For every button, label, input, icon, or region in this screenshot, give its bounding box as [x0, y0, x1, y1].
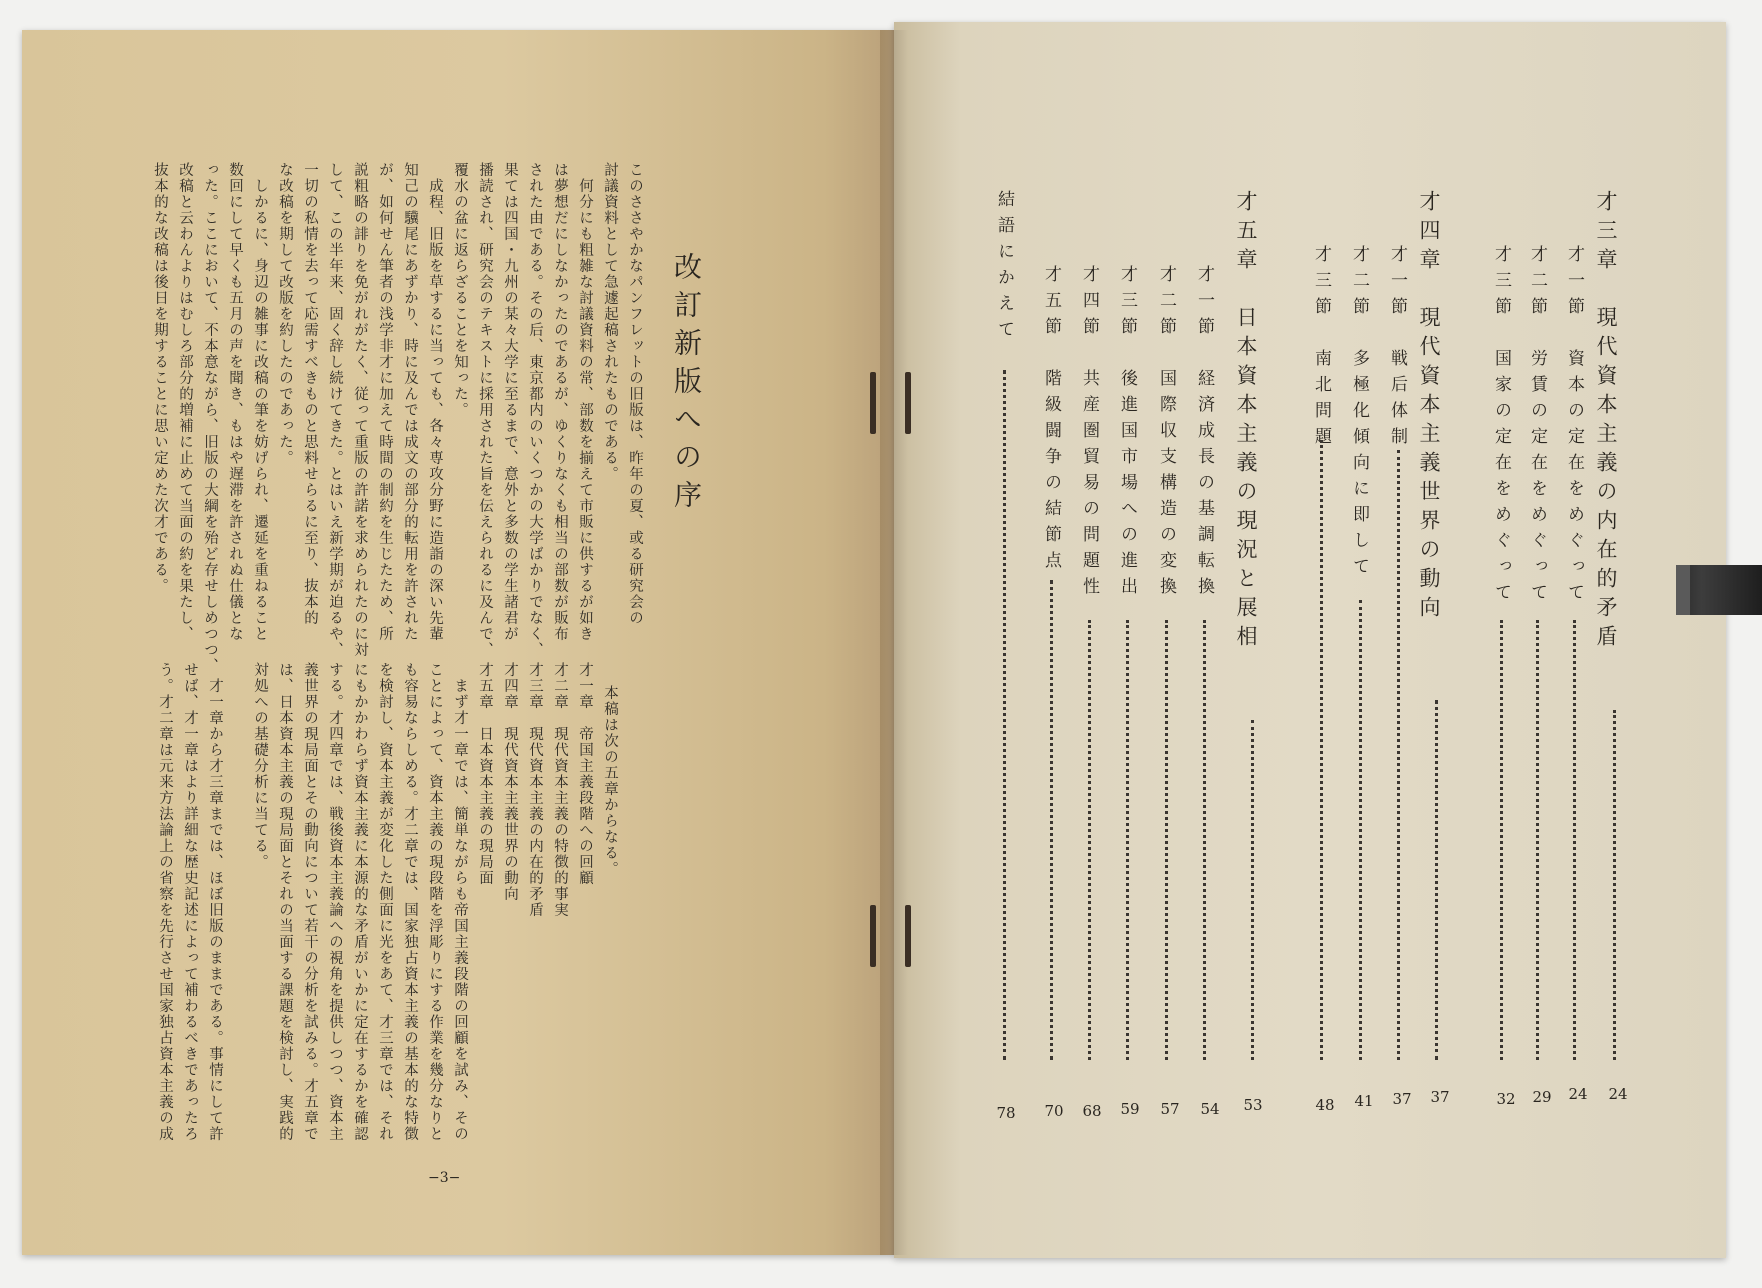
- staple-top-2: [905, 372, 911, 434]
- toc-leader: [1320, 440, 1323, 1060]
- toc-section: 才一節 戦后体制: [1387, 245, 1407, 453]
- preface-line: 才一章 帝国主義段階への回顧: [577, 662, 593, 886]
- toc-leader: [1251, 720, 1254, 1060]
- toc-leader: [1536, 620, 1539, 1060]
- toc-chapter-5: 才五章 日本資本主義の現況と展相: [1234, 190, 1258, 654]
- toc-page-number: 32: [1496, 1090, 1516, 1108]
- preface-line: された由である。その后、東京都内のいくつかの大学ばかりでなく、: [527, 162, 543, 658]
- toc-section: 才四節 共産圏貿易の問題性: [1079, 265, 1099, 603]
- preface-line: 才五章 日本資本主義の現局面: [477, 662, 493, 886]
- preface-line: 覆水の盆に返らざることを知った。: [452, 162, 468, 418]
- preface-line: 果ては四国・九州の某々大学に至るまで、意外と多数の学生諸君が: [502, 162, 518, 642]
- preface-line: った。ここにおいて、不本意ながら、旧版の大綱を殆ど存せしめつつ、: [202, 162, 218, 674]
- toc-section: 才二節 多極化傾向に即して: [1349, 245, 1369, 583]
- toc-section: 才三節 国家の定在をめぐって: [1491, 245, 1511, 609]
- toc-section: 才五節 階級闘争の結節点: [1041, 265, 1061, 577]
- toc-section: 才三節 後進国市場への進出: [1117, 265, 1137, 603]
- preface-title: 改訂新版への序: [670, 252, 703, 518]
- preface-line: は、日本資本主義の現局面とそれの当面する課題を検討し、実践的: [277, 662, 293, 1142]
- toc-chapter-3: 才三章 現代資本主義の内在的矛盾: [1594, 190, 1618, 654]
- toc-leader: [1435, 700, 1438, 1060]
- toc-page-number: 41: [1354, 1092, 1374, 1110]
- preface-line: は夢想だにしなかったのであるが、ゆくりなくも相当の部数が販布: [552, 162, 568, 642]
- page-number: −3−: [428, 1170, 461, 1186]
- preface-line: な改稿を期して改版を約したのであった。: [277, 162, 293, 466]
- toc-section: 才一節 経済成長の基調転換: [1194, 265, 1214, 603]
- toc-leader: [1397, 450, 1400, 1060]
- toc-page-number: 29: [1532, 1088, 1552, 1106]
- toc-leader: [1003, 370, 1006, 1060]
- toc-chapter-4: 才四章 現代資本主義世界の動向: [1417, 190, 1441, 625]
- preface-line: 才二章 現代資本主義の特徴的事実: [552, 662, 568, 918]
- toc-page-number: 24: [1568, 1085, 1588, 1103]
- preface-line: 説粗略の誹りを免がれがたく、従って重版の許諾を求められたのに対: [352, 162, 368, 658]
- preface-line: まず才一章では、簡単ながらも帝国主義段階の回顧を試み、その: [452, 678, 468, 1142]
- preface-line: 成程、旧版を草するに当っても、各々専攻分野に造詣の深い先輩: [427, 178, 443, 642]
- preface-line: 抜本的な改稿は後日を期することに思い定めた次才である。: [152, 162, 168, 594]
- toc-leader: [1573, 620, 1576, 1060]
- toc-page-number: 37: [1430, 1088, 1450, 1106]
- toc-section: 才三節 南北問題: [1311, 245, 1331, 453]
- preface-line: にもかかわらず資本主義に本源的な矛盾がいかに定在するかを確認: [352, 662, 368, 1142]
- preface-line: 才一章から才三章までは、ほぼ旧版のままである。事情にして許: [207, 678, 223, 1142]
- toc-leader: [1500, 620, 1503, 1060]
- preface-line: せば、才一章はより詳細な歴史記述によって補わるべきであったろ: [182, 662, 198, 1142]
- toc-page-number: 48: [1315, 1096, 1335, 1114]
- preface-line: このささやかなパンフレットの旧版は、昨年の夏、或る研究会の: [627, 162, 643, 626]
- toc-page-number: 37: [1392, 1090, 1412, 1108]
- staple-bottom: [870, 905, 876, 967]
- preface-line: ことによって、資本主義の現段階を浮彫りにする作業を幾分なりと: [427, 662, 443, 1142]
- preface-line: う。才二章は元来方法論上の省察を先行させ国家独占資本主義の成: [157, 662, 173, 1142]
- preface-line: を検討し、資本主義が変化した側面に光をあて、才三章では、それ: [377, 662, 393, 1142]
- toc-leader: [1613, 710, 1616, 1060]
- toc-section: 才二節 労賃の定在をめぐって: [1527, 245, 1547, 609]
- book-spine-fold: [880, 30, 908, 1255]
- toc-section: 才一節 資本の定在をめぐって: [1564, 245, 1584, 609]
- toc-page-number: 78: [996, 1104, 1016, 1122]
- toc-page-number: 59: [1120, 1100, 1140, 1118]
- toc-page-number: 54: [1200, 1100, 1220, 1118]
- preface-line: が、如何せん筆者の浅学非才に加えて時間の制約を生じたため、所: [377, 162, 393, 642]
- toc-page-number: 68: [1082, 1102, 1102, 1120]
- toc-section: 才二節 国際収支構造の変換: [1156, 265, 1176, 603]
- toc-page-number: 57: [1160, 1100, 1180, 1118]
- toc-section: 結語にかえて: [994, 190, 1014, 346]
- toc-leader: [1165, 620, 1168, 1060]
- preface-line: する。才四章では、戦後資本主義論への視角を提供しつつ、資本主: [327, 662, 343, 1142]
- toc-leader: [1088, 620, 1091, 1060]
- toc-page-number: 70: [1044, 1102, 1064, 1120]
- toc-leader: [1359, 600, 1362, 1060]
- preface-line: 何分にも粗雑な討議資料の常、部数を揃えて市販に供するが如き: [577, 178, 593, 642]
- binder-clip: [1676, 565, 1762, 615]
- toc-leader: [1203, 620, 1206, 1060]
- toc-page-number: 53: [1243, 1096, 1263, 1114]
- preface-line: して、この半年来、固く辞し続けてきた。とはいえ新学期が迫るや、: [327, 162, 343, 658]
- preface-line: 数回にして早くも五月の声を聞き、もはや遅滞を許されぬ仕儀とな: [227, 162, 243, 642]
- preface-line: 義世界の現局面とその動向について若干の分析を試みる。才五章で: [302, 662, 318, 1142]
- preface-line: 討議資料として急遽起稿されたものである。: [602, 162, 618, 482]
- staple-top: [870, 372, 876, 434]
- toc-leader: [1126, 620, 1129, 1060]
- staple-bottom-2: [905, 905, 911, 967]
- toc-page-number: 24: [1608, 1085, 1628, 1103]
- preface-line: 一切の私情を去って応需すべきものと思料せらるに至り、抜本的: [302, 162, 318, 626]
- preface-line: 改稿と云わんよりはむしろ部分的増補に止めて当面の約を果たし、: [177, 162, 193, 642]
- preface-line: も容易ならしめる。才二章では、国家独占資本主義の基本的な特徴: [402, 662, 418, 1142]
- preface-line: 対処への基礎分析に当てる。: [252, 662, 268, 870]
- toc-leader: [1050, 580, 1053, 1060]
- preface-line: 知己の驥尾にあずかり、時に及んでは成文の部分的転用を許された: [402, 162, 418, 642]
- preface-line: しかるに、身辺の雑事に改稿の筆を妨げられ、遷延を重ねること: [252, 178, 268, 642]
- preface-line: 本稿は次の五章からなる。: [602, 685, 618, 877]
- preface-line: 才三章 現代資本主義の内在的矛盾: [527, 662, 543, 918]
- preface-line: 才四章 現代資本主義世界の動向: [502, 662, 518, 902]
- preface-line: 播読され、研究会のテキストに採用された旨を伝えられるに及んで、: [477, 162, 493, 658]
